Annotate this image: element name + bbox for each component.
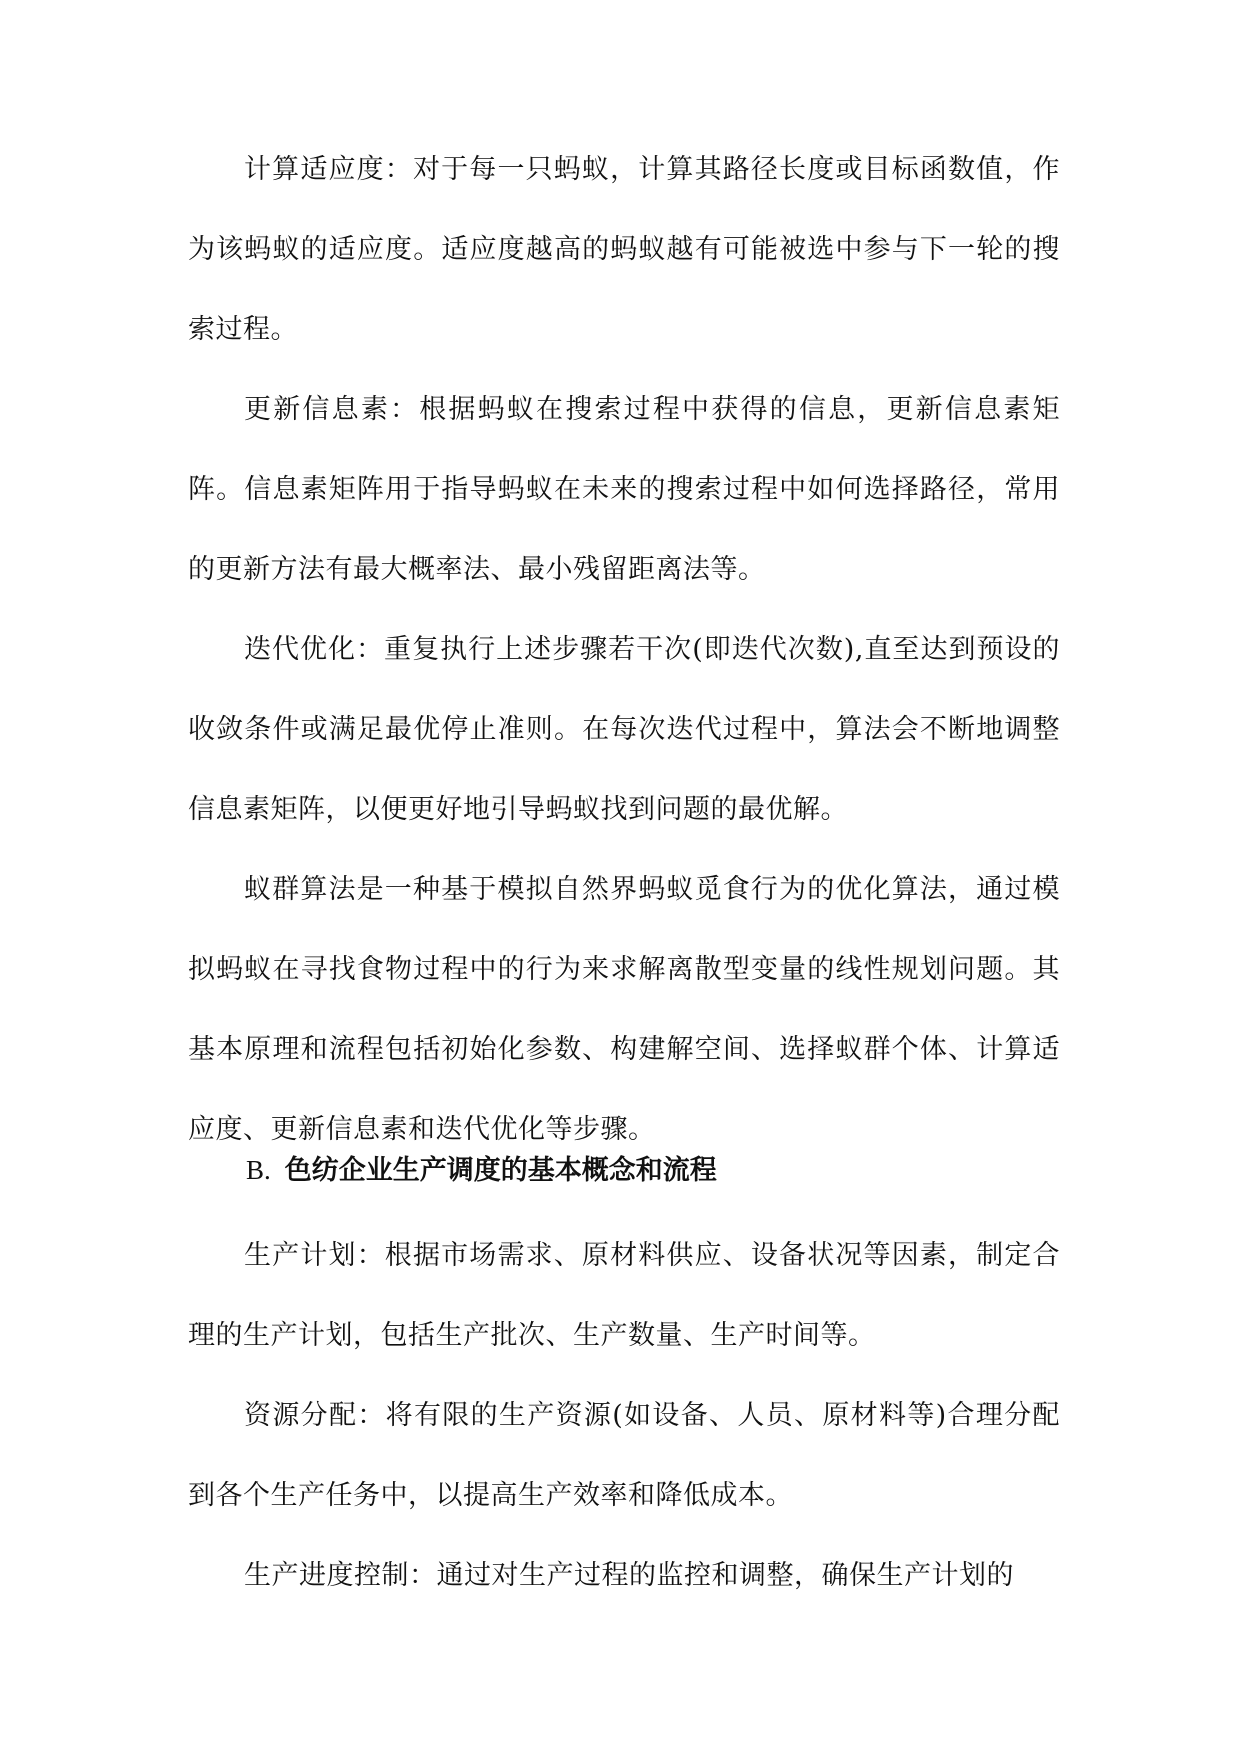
paragraph-fitness: 计算适应度：对于每一只蚂蚁，计算其路径长度或目标函数值，作为该蚂蚁的适应度。适应度越高的蚂蚁越有可能被选中参与下一轮的搜索过程。 — [188, 154, 1060, 345]
paragraph-summary: 蚁群算法是一种基于模拟自然界蚂蚁觅食行为的优化算法，通过模拟蚂蚁在寻找食物过程中的行为来求解离散型变量的线性规划问题。其基本原理和流程包括初始化参数、构建解空间、选择蚁群个体、计算适应度、更新信息素和迭代优化等步骤。 — [188, 874, 1060, 1145]
section-heading — [246, 1130, 1046, 1211]
paragraph-iteration: 迭代优化：重复执行上述步骤若干次(即迭代次数),直至达到预设的收敛条件或满足最优停止准则。在每次迭代过程中，算法会不断地调整信息素矩阵，以便更好地引导蚂蚁找到问题的最优解。 — [188, 634, 1060, 825]
section-number: B. — [246, 1155, 271, 1185]
paragraph-pheromone-update: 更新信息素：根据蚂蚁在搜索过程中获得的信息，更新信息素矩阵。信息素矩阵用于指导蚂蚁在未来的搜索过程中如何选择路径，常用的更新方法有最大概率法、最小残留距离法等。 — [188, 394, 1060, 585]
section-title: 色纺企业生产调度的基本概念和流程 — [284, 1155, 717, 1186]
paragraph-production-plan: 生产计划：根据市场需求、原材料供应、设备状况等因素，制定合理的生产计划，包括生产批次、生产数量、生产时间等。 — [188, 1240, 1060, 1351]
paragraph-resource-allocation: 资源分配：将有限的生产资源(如设备、人员、原材料等)合理分配到各个生产任务中，以提高生产效率和降低成本。 — [188, 1400, 1060, 1511]
paragraph-progress-control: 生产进度控制：通过对生产过程的监控和调整，确保生产计划的 — [244, 1560, 1014, 1591]
